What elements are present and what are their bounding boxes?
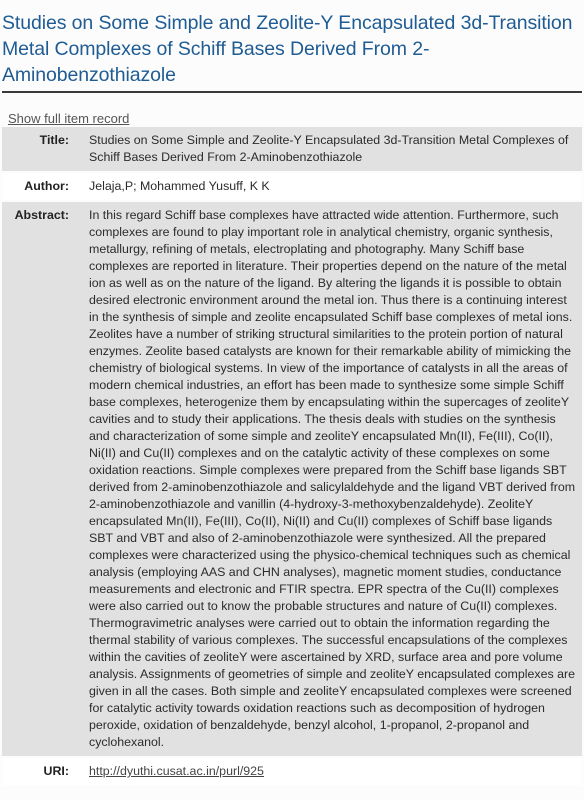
record-row-abstract [2, 202, 582, 756]
abstract-label: Abstract: [14, 208, 69, 222]
item-record-table [2, 127, 582, 787]
title-value: Studies on Some Simple and Zeolite-Y Encapsulated 3d-Transition Metal Complexes of Schiff Bases Derived From 2-Aminobenzothiazole [89, 133, 569, 164]
record-row-title [2, 127, 582, 171]
uri-value [69, 758, 582, 785]
uri-label: URI: [43, 764, 69, 778]
author-value: Jelaja,P; Mohammed Yusuff, K K [89, 179, 270, 193]
uri-link[interactable]: http://dyuthi.cusat.ac.in/purl/925 [89, 764, 264, 778]
record-row-uri [2, 758, 582, 785]
abstract-value: In this regard Schiff base complexes have attracted wide attention. Furthermore, such complexes are found to play important role in analytical chemistry, organic synthesis, metallurgy, refining of metals, electroplating and photography. Many Schiff base complexes are reported in literature. Their properties depend on the nature of the metal ion as well as on the nature of the ligand. By altering the ligands it is possible to obtain desired electronic environment around the metal ion. Thus there is a continuing interest in the synthesis of simple and zeolite encapsulated Schiff base complexes of metal ions. Zeolites have a number of striking structural similarities to the protein portion of natural enzymes. Zeolite based catalysts are known for their remarkable ability of mimicking the chemistry of biological systems. In view of the importance of catalysts in all the areas of modern chemical industries, an effort has been made to synthesize some simple Schiff base complexes, heterogenize them by encapsulating within the supercages of zeoliteY cavities and to study their applications. The thesis deals with studies on the synthesis and characterization of some simple and zeoliteY encapsulated Mn(II), Fe(III), Co(II), Ni(II) and Cu(II) complexes and on the catalytic activity of these complexes on some oxidation reactions. Simple complexes were prepared from the Schiff base ligands SBT derived from 2-aminobenzothiazole and salicylaldehyde and the ligand VBT derived from 2-aminobenzothiazole and vanillin (4-hydroxy-3-methoxybenzaldehyde). ZeoliteY encapsulated Mn(II), Fe(III), Co(II), Ni(II) and Cu(II) complexes of Schiff base ligands SBT and VBT and also of 2-aminobenzothiazole were synthesized. All the prepared complexes were characterized using the physico-chemical techniques such as chemical analysis (employing AAS and CHN analyses), magnetic moment studies, conductance measurements and electronic and FTIR spectra. EPR spectra of the Cu(II) complexes were also carried out to know the probable structures and nature of Cu(II) complexes. Thermogravimetric analyses were carried out to obtain the information regarding the thermal stability of various complexes. The successful encapsulations of the complexes within the cavities of zeoliteY were ascertained by XRD, surface area and pore volume analysis. Assignments of geometries of simple and zeoliteY encapsulated complexes are given in all the cases. Both simple and zeoliteY encapsulated complexes were screened for catalytic activity towards oxidation reactions such as decomposition of hydrogen peroxide, oxidation of benzaldehyde, benzyl alcohol, 1-propanol, 2-propanol and cyclohexanol. [89, 208, 576, 749]
record-row-author [2, 173, 582, 200]
title-divider [2, 91, 582, 93]
title-label: Title: [39, 133, 69, 147]
show-full-record-link[interactable]: Show full item record [8, 111, 130, 126]
author-label: Author: [24, 179, 69, 193]
page-title: Studies on Some Simple and Zeolite-Y Encapsulated 3d-Transition Metal Complexes of Schiff Bases Derived From 2-Aminobenzothiazole [2, 12, 573, 86]
